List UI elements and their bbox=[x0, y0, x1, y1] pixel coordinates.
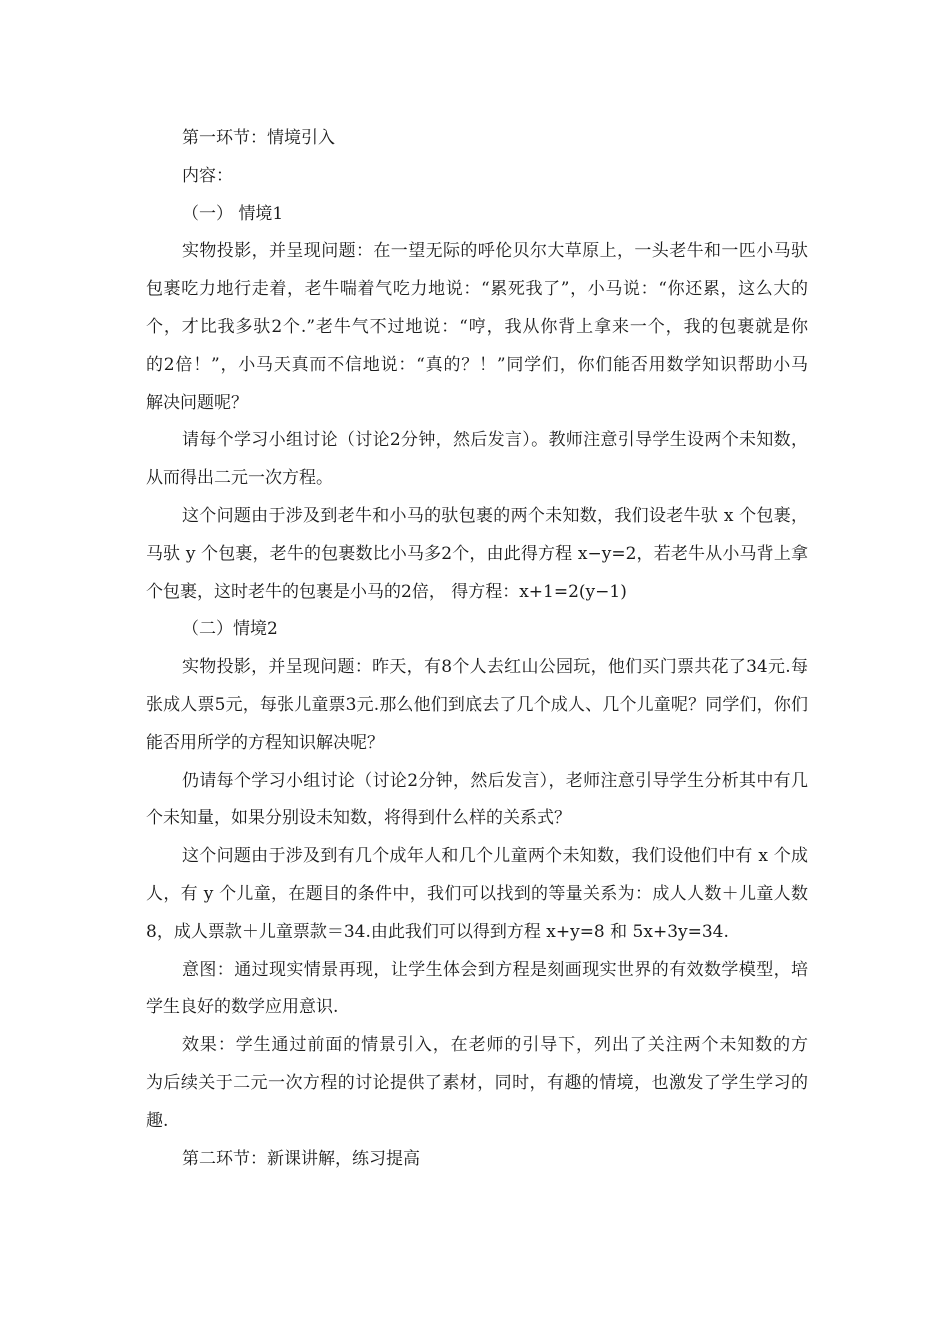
text-line: 请每个学习小组讨论（讨论2分钟，然后发言）。教师注意引导学生设两个未知数， bbox=[182, 430, 808, 451]
text-line: 仍请每个学习小组讨论（讨论2分钟，然后发言），老师注意引导学生分析其中有几 bbox=[182, 770, 808, 791]
text-line: 马驮 y 个包裹，老牛的包裹数比小马多2个，由此得方程 x−y=2，若老牛从小马背上拿 bbox=[146, 543, 808, 564]
text-line: 学生良好的数学应用意识. bbox=[146, 997, 339, 1018]
text-line: （一） 情境1 bbox=[182, 203, 284, 224]
text-line: 实物投影，并呈现问题：在一望无际的呼伦贝尔大草原上，一头老牛和一匹小马驮 bbox=[182, 241, 808, 262]
text-line: 个未知量，如果分别设未知数，将得到什么样的关系式？ bbox=[146, 808, 571, 829]
text-line: 趣. bbox=[146, 1110, 169, 1131]
text-line: 第一环节：情境引入 bbox=[182, 128, 335, 148]
text-line: 实物投影，并呈现问题：昨天，有8个人去红山公园玩，他们买门票共花了34元.每 bbox=[182, 657, 808, 678]
text-line: 解决问题呢？ bbox=[146, 392, 248, 413]
text-line: 第二环节：新课讲解，练习提高 bbox=[182, 1148, 420, 1169]
document-body bbox=[146, 124, 808, 1182]
text-line: 人，有 y 个儿童，在题目的条件中，我们可以找到的等量关系为：成人人数＋儿童人数 bbox=[146, 883, 808, 904]
text-line: 个包裹，这时老牛的包裹是小马的2倍， 得方程：x+1=2(y−1) bbox=[146, 581, 627, 602]
text-line: 效果：学生通过前面的情景引入，在老师的引导下，列出了关注两个未知数的方 bbox=[182, 1035, 808, 1056]
text-line: 从而得出二元一次方程。 bbox=[146, 468, 333, 489]
text-line: 的2倍！”，小马天真而不信地说：“真的？！”同学们，你们能否用数学知识帮助小马 bbox=[146, 354, 808, 375]
text-line: 为后续关于二元一次方程的讨论提供了素材，同时，有趣的情境，也激发了学生学习的 bbox=[146, 1072, 808, 1093]
text-line: 个，才比我多驮2个.”老牛气不过地说：“哼，我从你背上拿来一个，我的包裹就是你 bbox=[146, 316, 808, 337]
text-line: 张成人票5元，每张儿童票3元.那么他们到底去了几个成人、几个儿童呢？同学们，你们 bbox=[146, 694, 808, 715]
text-line: 这个问题由于涉及到有几个成年人和几个儿童两个未知数，我们设他们中有 x 个成 bbox=[182, 846, 808, 867]
text-line: 8，成人票款＋儿童票款＝34.由此我们可以得到方程 x+y=8 和 5x+3y=34. bbox=[146, 921, 729, 942]
text-line: 能否用所学的方程知识解决呢？ bbox=[146, 732, 384, 753]
text-line: 包裹吃力地行走着，老牛喘着气吃力地说：“累死我了”，小马说：“你还累，这么大的 bbox=[146, 279, 808, 300]
text-line: 内容： bbox=[182, 165, 233, 186]
text-line: （二）情境2 bbox=[182, 619, 278, 640]
text-line: 意图：通过现实情景再现，让学生体会到方程是刻画现实世界的有效数学模型，培 bbox=[182, 959, 808, 980]
text-line: 这个问题由于涉及到老牛和小马的驮包裹的两个未知数，我们设老牛驮 x 个包裹， bbox=[182, 505, 808, 526]
